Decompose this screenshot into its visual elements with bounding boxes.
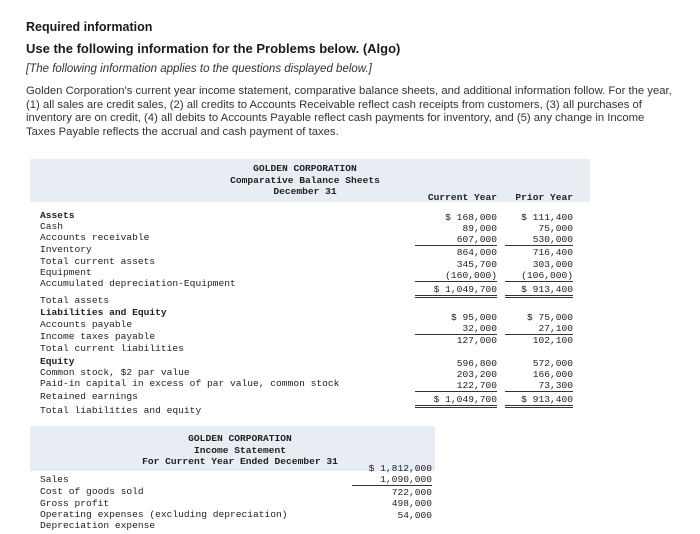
total-assets-current: $ 1,049,700 [415, 284, 497, 298]
common-stock-prior: 572,000 [532, 358, 573, 369]
balance-sheet-name: Comparative Balance Sheets [230, 174, 380, 186]
inventory-prior: 530,000 [505, 234, 573, 246]
row-label-sales: Sales [40, 474, 69, 485]
paid-in-capital-current: 203,200 [456, 369, 497, 380]
ap-prior: $ 75,000 [526, 312, 573, 323]
row-label-accumulated-depreciation: Accumulated depreciation-Equipment [40, 278, 236, 289]
row-label-assets: Assets [40, 210, 75, 221]
row-label-liabilities-and-equity: Liabilities and Equity [40, 307, 167, 318]
total-current-assets-prior: 716,400 [532, 247, 573, 258]
itp-current: 32,000 [415, 323, 497, 335]
accum-dep-current: (160,000) [415, 270, 497, 282]
equipment-prior: 303,000 [532, 259, 573, 270]
total-le-current: $ 1,049,700 [415, 394, 497, 408]
row-label-total-liabilities-and-equity: Total liabilities and equity [40, 405, 202, 416]
required-information-heading: Required information [26, 20, 153, 34]
retained-earnings-current: 122,700 [415, 380, 497, 392]
row-label-depreciation-expense: Depreciation expense [40, 520, 156, 531]
income-statement-period: For Current Year Ended December 31 [142, 456, 338, 467]
row-label-accounts-payable: Accounts payable [40, 319, 133, 330]
ar-prior: 75,000 [538, 223, 573, 234]
itp-prior: 27,100 [505, 323, 573, 335]
sales-value: $ 1,812,000 [368, 463, 432, 474]
ap-current: $ 95,000 [450, 312, 497, 323]
inventory-current: 607,000 [415, 234, 497, 246]
row-label-operating-expenses: Operating expenses (excluding depreciation) [40, 509, 288, 520]
common-stock-current: 596,800 [456, 358, 497, 369]
row-label-accounts-receivable: Accounts receivable [40, 232, 150, 243]
balance-sheet-company: GOLDEN CORPORATION [253, 163, 357, 174]
row-label-income-taxes-payable: Income taxes payable [40, 331, 156, 342]
gross-profit-value: 722,000 [391, 487, 432, 498]
row-label-equipment: Equipment [40, 267, 92, 278]
depreciation-expense-value: 54,000 [397, 510, 432, 521]
income-statement-name: Income Statement [193, 444, 287, 456]
cash-prior: $ 111,400 [521, 212, 573, 223]
cogs-value: 1,090,000 [352, 474, 432, 486]
balance-sheet-title [180, 163, 430, 198]
row-label-retained-earnings: Retained earnings [40, 391, 138, 402]
row-label-gross-profit: Gross profit [40, 498, 110, 509]
tcl-current: 127,000 [456, 335, 497, 346]
retained-earnings-prior: 73,300 [505, 380, 573, 392]
intro-paragraph: Golden Corporation's current year income statement, comparative balance sheets, and additional information follow. For the year, (1) all sales are credit sales, (2) all credits to Accounts Receivable reflect cash receipts from customers, (3) all purchases of inventory are on credit, (4) all debits to Accounts Payable reflect cash payments for inventory, and (5) any change in Income Taxes Payable reflects the accrual and cash payment of taxes. [26, 85, 672, 138]
income-statement-title [130, 433, 350, 468]
income-statement-company: GOLDEN CORPORATION [188, 433, 292, 444]
row-label-paid-in-capital: Paid-in capital in excess of par value, common stock [40, 378, 340, 389]
col-header-prior-year: Prior Year [515, 192, 573, 203]
total-le-prior: $ 913,400 [505, 394, 573, 408]
row-label-inventory: Inventory [40, 244, 92, 255]
accum-dep-prior: (106,000) [505, 270, 573, 282]
total-current-assets-current: 864,000 [456, 247, 497, 258]
paid-in-capital-prior: 166,000 [532, 369, 573, 380]
balance-sheet-date: December 31 [273, 186, 337, 197]
row-label-cogs: Cost of goods sold [40, 486, 144, 497]
col-header-current-year: Current Year [427, 192, 497, 203]
equipment-current: 345,700 [456, 259, 497, 270]
cash-current: $ 168,000 [445, 212, 497, 223]
row-label-cash: Cash [40, 221, 64, 232]
applies-note: [The following information applies to the questions displayed below.] [26, 63, 372, 75]
row-label-total-current-assets: Total current assets [40, 256, 156, 267]
row-label-common-stock: Common stock, $2 par value [40, 367, 190, 378]
row-label-equity: Equity [40, 356, 75, 367]
total-assets-prior: $ 913,400 [505, 284, 573, 298]
row-label-total-assets: Total assets [40, 295, 110, 306]
ar-current: 89,000 [462, 223, 497, 234]
problem-instruction-heading: Use the following information for the Problems below. (Algo) [26, 41, 401, 56]
tcl-prior: 102,100 [532, 335, 573, 346]
row-label-total-current-liabilities: Total current liabilities [40, 343, 184, 354]
operating-expenses-value: 498,000 [391, 498, 432, 509]
